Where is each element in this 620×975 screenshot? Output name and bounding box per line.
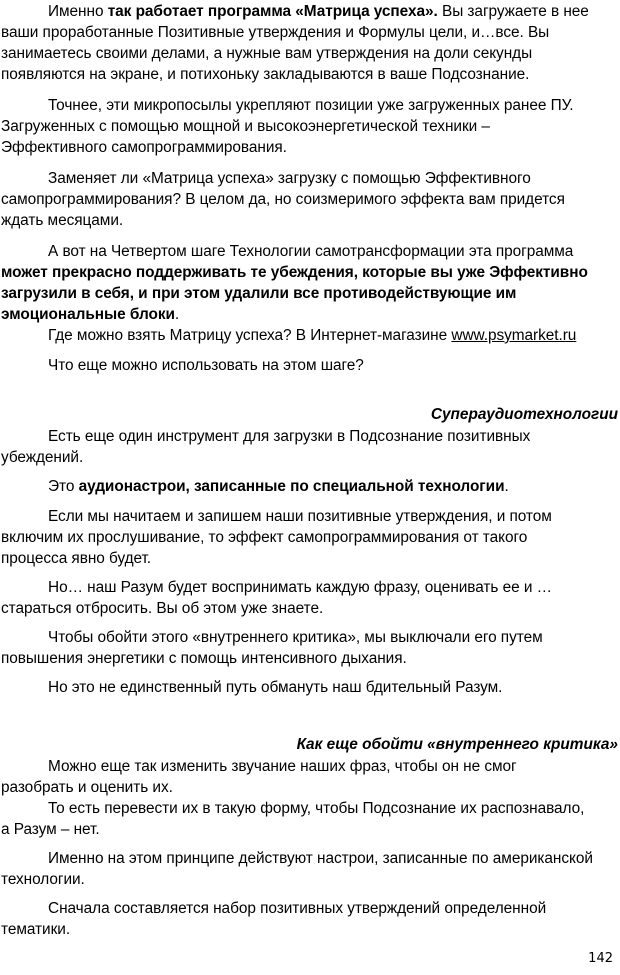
- paragraph-11: [1, 627, 617, 669]
- text-run: Это: [48, 478, 79, 495]
- paragraph-line: Именно на этом принципе действуют настрои, записанные по американской: [48, 850, 593, 867]
- paragraph-line: ваши проработанные Позитивные утверждения и Формулы цели, и…все. Вы: [1, 24, 550, 41]
- paragraph-12: [1, 677, 617, 698]
- page-number: 142: [588, 951, 613, 966]
- paragraph-line: [1, 325, 617, 346]
- text-run: .: [174, 306, 180, 323]
- bold-text-run: эмоциональные блоки: [1, 306, 175, 323]
- paragraph-line: стараться отбросить. Вы об этом уже знаете.: [1, 600, 324, 617]
- paragraph-line: появляются на экране, и потихоньку закладываются в ваше Подсознание.: [1, 66, 530, 83]
- paragraph-line: А вот на Четвертом шаге Технологии самотрансформации эта программа: [48, 243, 574, 260]
- paragraph-16: [1, 898, 617, 940]
- paragraph-line: То есть перевести их в такую форму, чтобы Подсознание их распознавало,: [48, 800, 585, 817]
- paragraph-line: Загруженных с помощью мощной и высокоэнергетической техники –: [1, 118, 490, 135]
- paragraph-15: [1, 848, 617, 890]
- paragraph-line: самопрограммирования? В целом да, но соизмеримого эффекта вам придется: [1, 191, 565, 208]
- paragraph-4: [1, 241, 617, 325]
- bold-text-run: аудионастрои, записанные по специальной технологии: [78, 478, 505, 495]
- text-run: .: [504, 478, 509, 495]
- paragraph-10: [1, 577, 617, 619]
- paragraph-line: Сначала составляется набор позитивных утверждений определенной: [48, 900, 547, 917]
- paragraph-line: [1, 1, 617, 22]
- paragraph-13: [1, 756, 617, 798]
- paragraph-line: Что еще можно использовать на этом шаге?: [48, 357, 364, 374]
- paragraph-line: тематики.: [1, 921, 71, 938]
- paragraph-line: Но это не единственный путь обмануть наш бдительный Разум.: [48, 679, 503, 696]
- paragraph-line: Заменяет ли «Матрица успеха» загрузку с помощью Эффективного: [48, 170, 531, 187]
- paragraph-line: [1, 476, 617, 497]
- paragraph-5: [1, 325, 617, 346]
- bold-text-run: так работает программа «Матрица успеха».: [107, 3, 438, 20]
- paragraph-line: ждать месяцами.: [1, 212, 124, 229]
- paragraph-line: загрузили в себя, и при этом удалили все противодействующие им: [1, 285, 517, 302]
- text-run: Именно: [48, 3, 108, 20]
- text-run: Вы загружаете в нее: [437, 3, 589, 20]
- paragraph-line: Чтобы обойти этого «внутреннего критика», мы выключали его путем: [48, 629, 543, 646]
- paragraph-line: повышения энергетики с помощь интенсивного дыхания.: [1, 650, 407, 667]
- paragraph-line: Эффективного самопрограммирования.: [1, 139, 287, 156]
- paragraph-line: технологии.: [1, 871, 85, 888]
- paragraph-line: Если мы начитаем и запишем наши позитивные утверждения, и потом: [48, 508, 552, 525]
- paragraph-line: Есть еще один инструмент для загрузки в Подсознание позитивных: [48, 428, 531, 445]
- paragraph-line: Точнее, эти микропосылы укрепляют позиции уже загруженных ранее ПУ.: [48, 97, 574, 114]
- paragraph-line: а Разум – нет.: [1, 821, 100, 838]
- paragraph-line: включим их прослушивание, то эффект самопрограммирования от такого: [1, 529, 528, 546]
- paragraph-line: занимаетесь своими делами, а нужные вам утверждения на доли секунды: [1, 45, 533, 62]
- paragraph-9: [1, 506, 617, 569]
- text-run: Где можно взять Матрицу успеха? В Интернет-магазине: [48, 327, 452, 344]
- paragraph-6: [1, 355, 617, 376]
- paragraph-line: убеждений.: [1, 449, 84, 466]
- section-heading-inner-critic: Как еще обойти «внутреннего критика»: [296, 736, 618, 753]
- paragraph-line: Можно еще так изменить звучание наших фраз, чтобы он не смог: [48, 758, 517, 775]
- section-heading-superaudio: Супераудиотехнологии: [430, 406, 618, 423]
- paragraph-8: [1, 476, 617, 497]
- paragraph-line: Но… наш Разум будет воспринимать каждую фразу, оценивать ее и …: [48, 579, 552, 596]
- paragraph-line: разобрать и оценить их.: [1, 779, 173, 796]
- psymarket-link[interactable]: www.psymarket.ru: [451, 327, 577, 344]
- paragraph-14: [1, 798, 617, 840]
- paragraph-line: может прекрасно поддерживать те убеждения, которые вы уже Эффективно: [1, 264, 588, 281]
- paragraph-line: [1, 304, 617, 325]
- paragraph-7: [1, 426, 617, 468]
- paragraph-line: процесса явно будет.: [1, 550, 152, 567]
- paragraph-3: [1, 168, 617, 231]
- paragraph-2: [1, 95, 617, 158]
- paragraph-1: [1, 1, 617, 85]
